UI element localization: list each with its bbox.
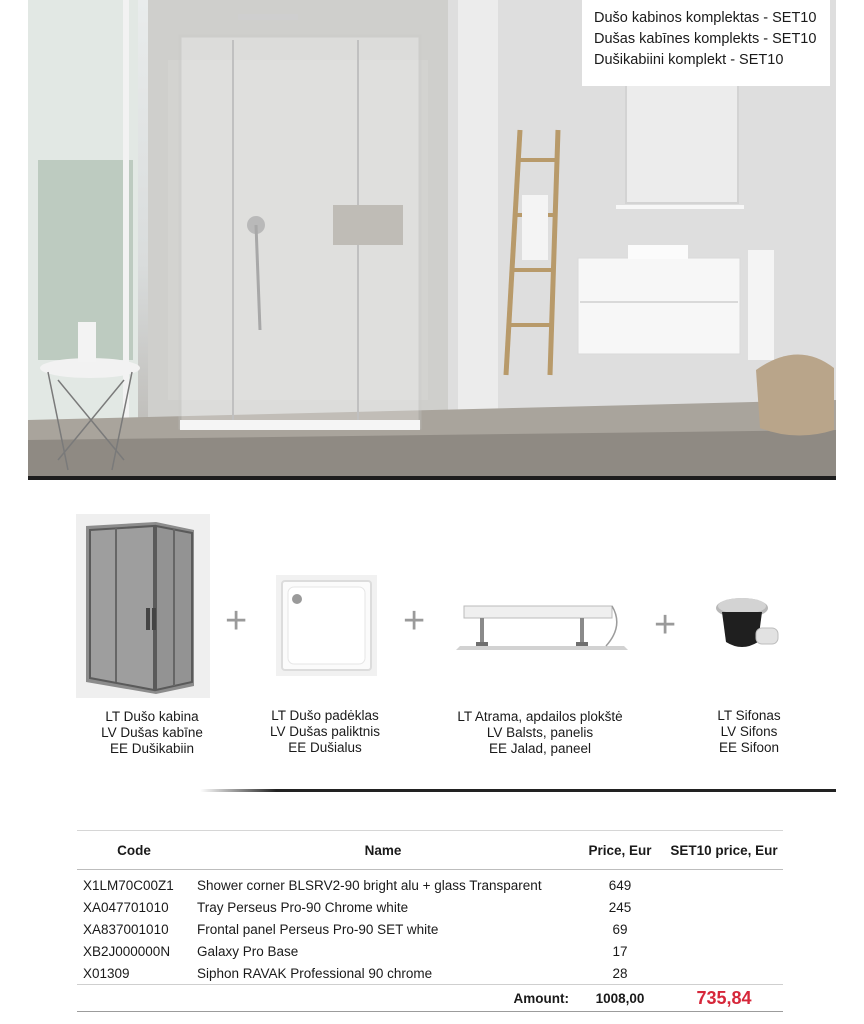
row-name: Frontal panel Perseus Pro-90 SET white (197, 921, 439, 937)
header-name: Name (191, 831, 575, 870)
item-label-line: LV Balsts, panelis (486, 725, 594, 740)
header-set-price: SET10 price, Eur (665, 831, 783, 870)
row-price: 17 (612, 943, 628, 959)
row-name: Galaxy Pro Base (197, 943, 299, 959)
row-price: 69 (612, 921, 628, 937)
row-name: Siphon RAVAK Professional 90 chrome (197, 965, 433, 981)
item-label-support-panel (440, 709, 640, 757)
amount-row (77, 985, 783, 1012)
plus-sign: + (403, 600, 426, 642)
item-label-line: LT Atrama, apdailos plokštė (457, 709, 623, 724)
item-label-line: LT Dušo kabina (105, 709, 199, 724)
caption-line-lv: Dušas kabīnes komplekts - SET10 (594, 31, 817, 47)
hero-bathroom-photo (28, 0, 836, 480)
row-name: Shower corner BLSRV2-90 bright alu + glass Transparent (197, 877, 542, 893)
item-label-line: EE Dušialus (288, 740, 362, 755)
caption-line-ee: Dušikabiini komplekt - SET10 (594, 52, 784, 68)
item-label-line: LV Dušas kabīne (101, 725, 203, 740)
item-label-line: LV Dušas paliktnis (269, 724, 381, 739)
header-price: Price, Eur (575, 831, 665, 870)
shower-cabin-image (76, 514, 210, 698)
plus-sign: + (654, 604, 677, 646)
caption-line-lt: Dušo kabinos komplektas - SET10 (594, 10, 817, 26)
row-price: 28 (612, 965, 628, 981)
item-label-line: EE Sifoon (718, 740, 780, 755)
table-row (77, 918, 783, 940)
item-label-shower-tray (250, 708, 400, 756)
item-label-line: EE Jalad, paneel (488, 741, 592, 756)
hero-bottom-rule (28, 476, 836, 480)
table-row (77, 896, 783, 918)
item-label-line: LV Sifons (720, 724, 778, 739)
item-label-line: EE Dušikabiin (109, 741, 195, 756)
set-price-total: 735,84 (665, 985, 783, 1012)
row-code: XB2J000000N (83, 943, 171, 959)
row-code: XA837001010 (83, 921, 169, 937)
set-title-caption (582, 0, 830, 86)
price-table (77, 830, 783, 1012)
item-label-shower-cabin (82, 709, 222, 757)
amount-label: Amount: (77, 985, 575, 1012)
row-price: 245 (608, 899, 632, 915)
table-row (77, 962, 783, 985)
table-row (77, 940, 783, 962)
header-code: Code (77, 831, 191, 870)
section-divider (200, 789, 836, 792)
shower-tray-image (276, 575, 377, 676)
row-code: X1LM70C00Z1 (83, 877, 174, 893)
amount-total: 1008,00 (575, 985, 665, 1012)
table-row (77, 870, 783, 897)
row-price: 649 (608, 877, 632, 893)
siphon-image (712, 594, 784, 656)
item-label-siphon (700, 708, 798, 756)
table-header-row (77, 831, 783, 870)
item-label-line: LT Dušo padėklas (271, 708, 379, 723)
row-code: XA047701010 (83, 899, 169, 915)
plus-sign: + (225, 600, 248, 642)
item-label-line: LT Sifonas (717, 708, 781, 723)
row-name: Tray Perseus Pro-90 Chrome white (197, 899, 409, 915)
row-code: X01309 (83, 965, 130, 981)
support-panel-image (456, 600, 628, 654)
